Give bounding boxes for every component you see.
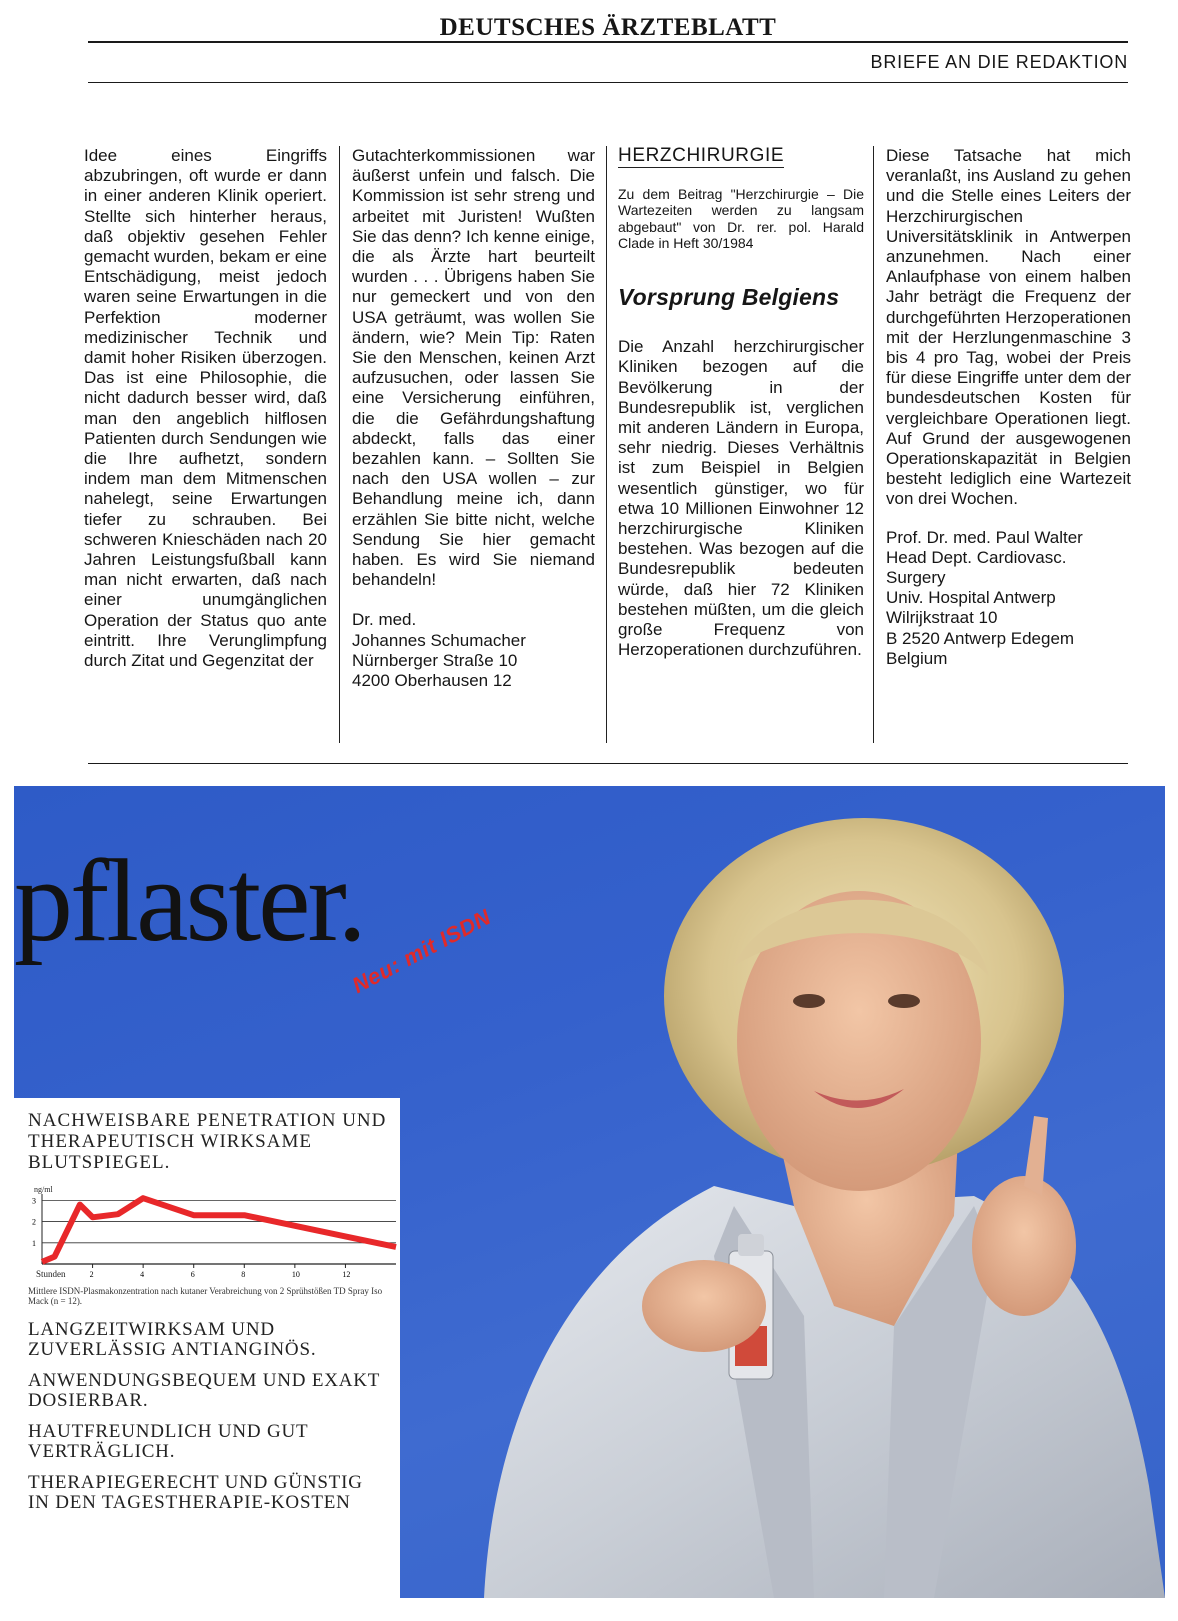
signature-line: Head Dept. Cardiovasc. — [886, 547, 1067, 567]
letter2-column-1 — [618, 146, 864, 660]
product-tagline: Neu: mit ISDN — [348, 904, 495, 999]
y-tick-label: 2 — [32, 1217, 36, 1227]
chart-caption: Mittlere ISDN-Plasmakonzentration nach kutaner Verabreichung von 2 Sprühstößen TD Spray Iso Mack (n = 12). — [28, 1286, 383, 1306]
signature-line: Nürnberger Straße 10 — [352, 650, 518, 670]
benefit-item: ANWENDUNGSBEQUEM UND EXAKT DOSIERBAR. — [28, 1370, 380, 1411]
article-reference: Zu dem Beitrag "Herzchirurgie – Die Wartezeiten werden zu langsam abgebaut" von Dr. rer. pol. Harald Clade in Heft 30/1984 — [618, 186, 864, 251]
masthead: DEUTSCHES ÄRZTEBLATT — [439, 14, 777, 41]
column-divider — [339, 146, 340, 743]
section-rule — [88, 82, 1128, 83]
letter2-signature — [886, 528, 1131, 669]
letter2-body-continued: Diese Tatsache hat mich veranlaßt, ins Ausland zu gehen und die Stelle eines Leiters der Herzchirurgischen Universitätsklinik in Antwerpen anzunehmen. Nach einer Anlaufphase von einem halben Jahr beträgt die Frequenz der durchgeführten Herzoperationen mit der Herzlungenmaschine 3 bis 4 pro Tag, wobei der Preis für diese Eingriffe unter dem der bundesdeutschen Kosten für vergleichbare Operationen liegt. Auf Grund der ausgewogenen Operationskapazität in Belgien besteht lediglich eine Wartezeit von drei Wochen. — [886, 146, 1131, 509]
section-title: BRIEFE AN DIE REDAKTION — [870, 52, 1128, 72]
advertisement — [14, 786, 1165, 1598]
product-info-panel — [14, 1098, 400, 1598]
benefit-item: THERAPIEGERECHT UND GÜNSTIG IN DEN TAGESTHERAPIE-KOSTEN — [28, 1472, 363, 1513]
panel-title: NACHWEISBARE PENETRATION UND THERAPEUTISCH WIRKSAME BLUTSPIEGEL. — [28, 1110, 387, 1173]
letter2-body: Die Anzahl herzchirurgischer Kliniken bezogen auf die Bevölkerung in der Bundesrepublik ist, verglichen mit anderen Ländern in Europa, sehr niedrig. Dieses Verhältnis ist zum Beispiel in Belgien wesentlich günstiger, wo für etwa 10 Millionen Einwohner 12 herzchirurgische Kliniken bestehen. Was bezogen auf die Bundesrepublik bedeuten würde, daß hier 72 Kliniken bestehen müßten, um die gleich große Frequenz von Herzoperationen durchzuführen. — [618, 337, 864, 660]
signature-line: Belgium — [886, 648, 948, 668]
x-tick-label: 2 — [89, 1270, 94, 1279]
letter1-body: Idee eines Eingriffs abzubringen, oft wurde er dann in einer anderen Klinik operiert. Stellte sich hinterher heraus, daß objektiv gesehen Fehler gemacht wurden, bekam er eine Entschädigung, meist jedoch waren seine Erwartungen in die Perfektion moderner medizinischer Technik und damit hoher Risiken überzogen. Das ist eine Philosophie, die nicht dadurch besser wird, daß man den angeblich hilflosen Patienten durch Sendungen wie die Ihre aufhetzt, sondern indem man dem Mitmenschen nahelegt, seine Erwartungen tiefer zu schrauben. Bei schweren Knieschäden nach 20 Jahren Leistungsfußball kann man nicht erwarten, daß nach einer unumgänglichen Operation der Status quo ante eintritt. Ihre Verunglimpfung durch Zitat und Gegenzitat der — [84, 146, 327, 671]
article-end-rule — [88, 763, 1128, 764]
y-tick-label: 3 — [32, 1196, 36, 1206]
x-tick-label: 8 — [241, 1270, 246, 1279]
signature-line: B 2520 Antwerp Edegem — [886, 628, 1075, 648]
column-divider — [873, 146, 874, 743]
signature-line: 4200 Oberhausen 12 — [352, 671, 512, 691]
header-rule — [88, 41, 1128, 43]
signature-line: Prof. Dr. med. Paul Walter — [886, 527, 1083, 547]
letter1-signature — [352, 610, 595, 691]
letter2-column-2 — [886, 146, 1131, 669]
letter1-body-continued: Gutachterkommissionen war äußerst unfein und falsch. Die Kommission ist sehr streng und arbeitet mit Juristen! Wußten Sie das denn? Ich kenne einige, die als Ärzte hart beurteilt wurden . . . Übrigens haben Sie nur gemeckert und von den USA geträumt, was wollen Sie ändern, wie? Mein Tip: Raten Sie den Menschen, keinen Arzt aufzusuchen, oder lassen Sie eine Versicherung einführen, die die Gefährdungshaftung abdeckt, falls das einer bezahlen kann. – Sollten Sie nach den USA wollen – zur Behandlung meine ich, dann erzählen Sie bitte nicht, welche Sendung Sie hier gemacht haben. Es wird Sie niemand behandeln! — [352, 146, 595, 590]
y-tick-label: 1 — [32, 1238, 36, 1248]
plasma-curve — [42, 1198, 396, 1262]
brand-wordmark: pflaster. — [14, 835, 364, 966]
signature-line: Univ. Hospital Antwerp — [886, 588, 1056, 608]
benefit-item: HAUTFREUNDLICH UND GUT VERTRÄGLICH. — [28, 1421, 309, 1462]
x-tick-label: 4 — [140, 1270, 145, 1279]
signature-line: Dr. med. — [352, 610, 417, 630]
letter1-column-1 — [84, 146, 327, 671]
x-tick-label: 6 — [190, 1270, 195, 1279]
column-divider — [606, 146, 607, 743]
x-tick-label: 10 — [291, 1270, 300, 1279]
letter-headline: Vorsprung Belgiens — [618, 284, 840, 311]
benefit-list — [28, 1320, 388, 1524]
x-tick-label: 12 — [342, 1270, 351, 1279]
x-axis-label: Stunden — [36, 1269, 66, 1279]
letter1-column-2 — [352, 146, 595, 691]
topic-heading: HERZCHIRURGIE — [618, 146, 784, 168]
benefit-item: LANGZEITWIRKSAM UND ZUVERLÄSSIG ANTIANGINÖS. — [28, 1319, 317, 1360]
signature-line: Surgery — [886, 568, 946, 588]
y-axis-label: ng/ml — [34, 1185, 53, 1194]
signature-line: Wilrijkstraat 10 — [886, 608, 998, 628]
plasma-concentration-chart — [20, 1180, 400, 1284]
signature-line: Johannes Schumacher — [352, 630, 526, 650]
